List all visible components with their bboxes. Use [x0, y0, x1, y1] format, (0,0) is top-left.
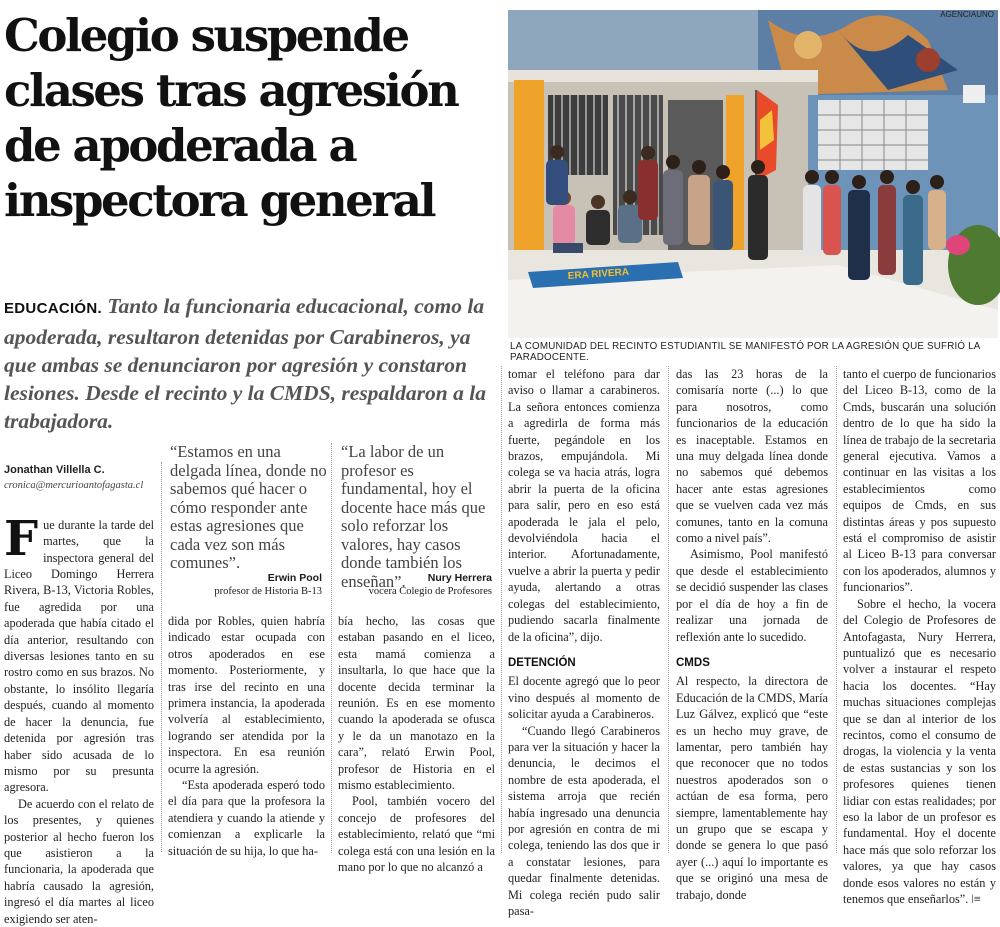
column-divider	[501, 366, 502, 853]
article-column-1	[4, 462, 154, 927]
body-paragraph: “Esta apoderada esperó todo el día para que la profesora la atendiera y cuando la atiende y comienzan a explicarle la situación de su hija, lo que ha-	[168, 778, 325, 858]
article-column-5	[676, 366, 828, 903]
column-divider	[161, 462, 162, 852]
pull-quote-2: “La labor de un profesor es fundamental, hoy el docente hace más que solo reforzar los valores, hay casos donde también los enseñan”.	[341, 442, 486, 591]
body-paragraph: De acuerdo con el relato de los presentes, y quienes posterior al hecho fueron los que asistieron a la funcionaria, la apoderada que habría causado la agresión, ingresó el día martes al liceo exigiendo ser aten-	[4, 796, 154, 926]
body-paragraph: tanto el cuerpo de funcionarios del Liceo B-13, como de la Cmds, buscarán una solución dentro de lo que ha sido la línea de trabajo de la secretaria general ejecutiva. Vamos a continuar en las visitas a los establecimientos como equipos de Cmds, en sus distintas áreas y pos supuesto está el compromiso de asistir al Liceo B-13 para conversar con los apoderados, alumnos y funcionarios”.	[843, 367, 996, 595]
end-of-article-mark: ǀ≡	[971, 892, 981, 906]
lead-paragraph	[4, 292, 494, 435]
quote-role: vocera Colegio de Profesores	[368, 586, 492, 597]
section-kicker: EDUCACIÓN.	[4, 300, 103, 317]
banner-text: ERA RIVERA	[567, 266, 630, 282]
article-column-6	[843, 366, 996, 907]
quote-role: profesor de Historia B-13	[214, 586, 322, 597]
quote-author: Erwin Pool	[267, 572, 322, 584]
body-paragraph: Pool, también vocero del concejo de profesores del establecimiento, relató que “mi colega está con una lesión en la mano por lo que no alcanzó a	[338, 794, 495, 875]
drop-cap: F	[4, 510, 39, 567]
column-divider	[836, 366, 837, 853]
article-column-4	[508, 366, 660, 919]
body-paragraph: dida por Robles, quien habría indicado estar ocupada con otros apoderados en ese momento. Posteriormente, y tras irse del recinto en una primera instancia, la apoderada volvería al establecimiento, logrando ser atendida por la inspectora. En esa reunión ocurre la agresión.	[168, 614, 325, 776]
subheading-cmds: CMDS	[676, 656, 710, 669]
body-paragraph: Fue durante la tarde del martes, que la inspectora general del Liceo Domingo Herrera Rivera, B-13, Victoria Robles, fue agredida por una apoderada que había citado el día anterior, resultando con diversas lesiones tanto en su rostro como en sus brazos. No obstante, lo insólito llegaría después, cuando al momento de hacer la denuncia, fue detenida por agresión tras haber sido acusada de lo mismo por su presunta agresora.	[4, 510, 154, 795]
quote-author: Nury Herrera	[427, 572, 492, 584]
article-column-2	[168, 613, 325, 859]
byline-email: cronica@mercurioantofagasta.cl	[4, 480, 144, 492]
article-column-3	[338, 613, 495, 876]
body-paragraph: das las 23 horas de la comisaría norte (...) lo que para nosotros, como funcionarios de la educación es inaceptable. Estamos en una muy delgada línea donde no sabemos qué debemos hacer ante estas agresiones que se vuelven cada vez más comunes, tanto en la comuna como a nivel país”.	[676, 367, 828, 546]
subheading-detencion: DETENCIÓN	[508, 656, 576, 669]
column-divider	[331, 443, 332, 853]
news-photo	[508, 10, 998, 338]
body-paragraph: tomar el teléfono para dar aviso o llamar a carabineros. La señora entonces comienza a agredirla de forma más fuerte, pegándole en los brazos, empujándola. Mi colega se va hacia atrás, logra abrir la puerta de la oficina para salir, pero en eso está apoderada le jala el pelo, devolviéndola hacia el interior. Afortunadamente, vuelve a abrir la puerta y pedir ayuda, alertando a otras colegas del establecimiento, pudiendo sacarla finalmente de la oficina”, dijo.	[508, 367, 660, 644]
body-paragraph: bía hecho, las cosas que estaban pasando en el liceo, esta mamá comienza a insultarla, lo que hace que la docente decida terminar la reunión. Es en ese momento cuando la apoderada se ofusca y le da un manotazo en la cara”, relató Erwin Pool, profesor de Historia en el mismo establecimiento.	[338, 614, 495, 793]
photo-caption: LA COMUNIDAD DEL RECINTO ESTUDIANTIL SE MANIFESTÓ POR LA AGRESIÓN QUE SUFRIÓ LA PARADOCENTE.	[510, 341, 980, 363]
body-paragraph: Sobre el hecho, la vocera del Colegio de Profesores de Antofagasta, Nury Herrera, puntualizó que es necesario volver a instaurar el respeto hacia los docentes. “Hay muchas situaciones complejas que se dan al interior de los recintos, como el consumo de drogas, la violencia y la venta de estas sustancias y son los profesores quienes tienen lidiar con estas realidades; por eso la labor de un profesor es fundamental. Hoy el docente hace más que solo reforzar los valores, ya que hay casos donde esos valores no están y tenemos que enseñarlos”. ǀ≡	[843, 596, 996, 906]
body-paragraph: El docente agregó que lo peor vino después al momento de solicitar ayuda a Carabineros.	[508, 674, 660, 722]
byline-name: Jonathan Villella C.	[4, 464, 105, 476]
pull-quote-1: “Estamos en una delgada línea, donde no sabemos qué hacer o cómo responder ante estas agresiones que cada vez son más comunes”.	[170, 442, 327, 572]
pull-quote-1-attribution	[170, 572, 322, 598]
body-paragraph: Asimismo, Pool manifestó que desde el establecimiento se decidió suspender las clases por el día de hoy a fin de realizar una jornada de reflexión ante lo sucedido.	[676, 547, 828, 644]
headline: Colegio suspende clases tras agresión de apoderada a inspectora general	[4, 9, 458, 227]
pull-quote-2-attribution	[330, 572, 492, 598]
lead-text: Tanto la funcionaria educacional, como la apoderada, resultaron detenidas por Carabineros, ya que ambas se denunciaron por agresión y constaron lesiones. Desde el recinto y la CMDS, respaldaron a la trabajadora.	[4, 294, 486, 433]
photo-credit: AGENCIAUNO	[940, 10, 994, 19]
body-paragraph: “Cuando llegó Carabineros para ver la situación y hacer la denuncia, le decimos el nombre de esta apoderada, el sistema arroja que recién había ingresado una denuncia por agresión en contra de mi colega, teniendo las dos que ir a constatar lesiones, para quedar finalmente detenidas. Mi colega recién pudo salir pasa-	[508, 723, 660, 918]
body-paragraph: Al respecto, la directora de Educación de la CMDS, María Luz Gálvez, explicó que “este es un hecho muy grave, de lamentar, pero también hay que reconocer que no todos nuestros apoderados son o actúan de esa forma, pero siempre, lamentablemente hay un grupo que se escapa y donde se genera lo que pasó ayer (...) aquí lo importante es que se originó una mesa de trabajo, donde	[676, 674, 828, 902]
photo-illustration	[508, 10, 998, 338]
column-divider	[668, 366, 669, 853]
